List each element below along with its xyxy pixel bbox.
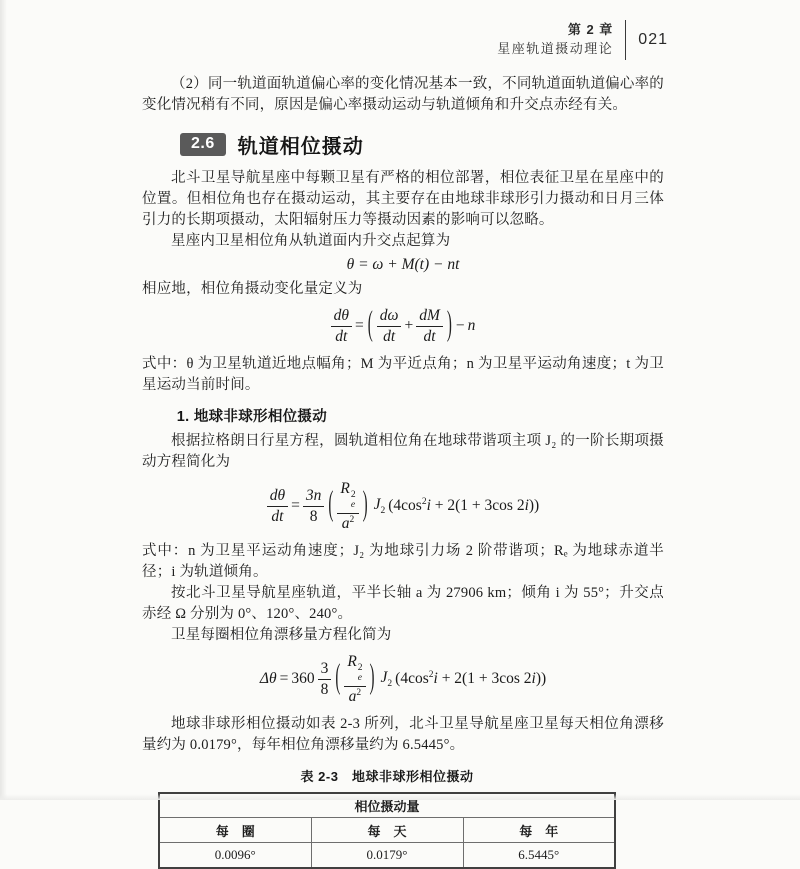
trig-expression: ($4\cos^2i + 2(1 + 3\cos$ 2i)): [395, 670, 547, 688]
paragraph-orbit-parameters: 按北斗卫星导航星座轨道，平半长轴 a 为 27906 km；倾角 i 为 55°；升交点赤经 Ω 分别为 0°、120°、240°。: [142, 584, 664, 622]
section-heading: [180, 130, 664, 159]
header-titles: [497, 21, 613, 59]
fraction-domega-dt: $\frac{d\omega}{dt}$: [377, 307, 402, 346]
paragraph-drift-result: 地球非球形相位摄动如表 2-3 所列，北斗卫星导航星座卫星每天相位角漂移量约为 0.0179°，每年相位角漂移量约为 6.5445°。: [142, 715, 664, 753]
equals-sign: =: [291, 497, 300, 515]
formula-phase-angle: [142, 256, 664, 274]
phase-perturbation-table: [158, 792, 616, 869]
table-row: [159, 843, 615, 868]
chapter-label: 第 2 章: [567, 22, 614, 38]
section-title: 轨道相位摄动: [237, 136, 364, 158]
paragraph-lagrange: 根据拉格朗日行星方程，圆轨道相位角在地球带谐项主项 J₂ 的一阶长期项摄动方程简化为: [142, 432, 664, 470]
right-paren: ): [369, 659, 375, 697]
j2-term: $J_2$: [380, 668, 393, 689]
paragraph-correspondingly: 相应地，相位角摄动变化量定义为: [142, 280, 363, 297]
table-row: [159, 793, 615, 818]
plus-sign: +: [404, 317, 414, 335]
table-row: [159, 818, 615, 843]
paragraph-where-2: 式中：n 为卫星平运动角速度；J₂ 为地球引力场 2 阶带谐项；Rₑ 为地球赤道半径；i 为轨道倾角。: [142, 542, 664, 580]
trig-expression: ($4\cos^2i + 2(1 + 3\cos$ 2i)): [388, 497, 540, 515]
equals-sign: =: [279, 670, 289, 688]
constant-360: 360: [291, 670, 315, 688]
fraction-dM-dt: $\frac{dM}{dt}$: [416, 307, 443, 346]
page-number: 021: [638, 31, 668, 48]
formula-phase-rate-definition: [142, 307, 664, 346]
paragraph-per-orbit-drift: 卫星每圈相位角漂移量方程化简为: [171, 626, 392, 643]
paragraph-beidou-phase: 北斗卫星导航星座中每颗卫星有严格的相位部署，相位表征卫星在星座中的位置。但相位角也存在摄动运动，其主要存在由地球非球形引力摄动和日月三体引力的长期项摄动，太阳辐射压力等摄动因素的影响可以忽略。: [142, 170, 664, 228]
table-header-per-orbit: 每 圈: [159, 818, 311, 843]
paragraph-where-1: 式中：θ 为卫星轨道近地点幅角；M 为平近点角；n 为卫星平运动角速度；t 为卫星运动当前时间。: [142, 355, 664, 393]
header-divider: [625, 20, 626, 60]
page-content: [142, 74, 664, 869]
table-value-per-orbit: 0.0096°: [159, 843, 311, 868]
fraction-dtheta-dt: $\frac{d\theta}{dt}$: [331, 307, 352, 346]
running-header: [497, 20, 668, 60]
paragraph-phase-origin: 星座内卫星相位角从轨道面内升交点起算为: [171, 233, 451, 249]
formula-phase-angle-expression: θ = ω + M(t) − nt: [346, 256, 460, 273]
equals-sign: =: [355, 317, 364, 335]
book-title: 星座轨道摄动理论: [497, 41, 614, 56]
left-paren: (: [335, 659, 341, 697]
j2-term: $J_2$: [373, 495, 386, 516]
table-caption: 表 2-3 地球非球形相位摄动: [300, 768, 474, 784]
table-value-per-day: 0.0179°: [311, 843, 463, 868]
table-header-per-year: 每 年: [463, 818, 615, 843]
section-number-badge: 2.6: [180, 133, 226, 156]
formula-j2-drift-per-orbit: [142, 653, 664, 706]
right-paren: ): [446, 305, 452, 344]
fraction-3-8: $\frac{3}{8}$: [318, 660, 332, 699]
subsection-heading: 1. 地球非球形相位摄动: [176, 408, 328, 425]
delta-theta: Δθ: [259, 670, 277, 688]
right-paren: ): [362, 485, 368, 524]
left-paren: (: [328, 485, 334, 524]
variable-n: n: [467, 317, 476, 335]
table-group-header: 相位摄动量: [159, 793, 615, 818]
fraction-3n-8: $\frac{3n}{8}$: [303, 487, 325, 526]
fraction-Re2-a2: R 2 e $a^2$: [337, 480, 358, 533]
table-header-per-day: 每 天: [311, 818, 463, 843]
fraction-dtheta-dt: $\frac{d\theta}{dt}$: [267, 487, 288, 526]
table-value-per-year: 6.5445°: [463, 843, 615, 868]
left-paren: (: [367, 305, 373, 344]
fraction-Re2-a2: R 2 e $a^2$: [344, 653, 365, 706]
paragraph-eccentricity: （2）同一轨道面轨道偏心率的变化情况基本一致，不同轨道面轨道偏心率的变化情况稍有不同，原因是偏心率摄动运动与轨道倾角和升交点赤经有关。: [142, 76, 664, 113]
formula-j2-rate: [142, 480, 664, 533]
minus-sign: −: [455, 317, 465, 335]
